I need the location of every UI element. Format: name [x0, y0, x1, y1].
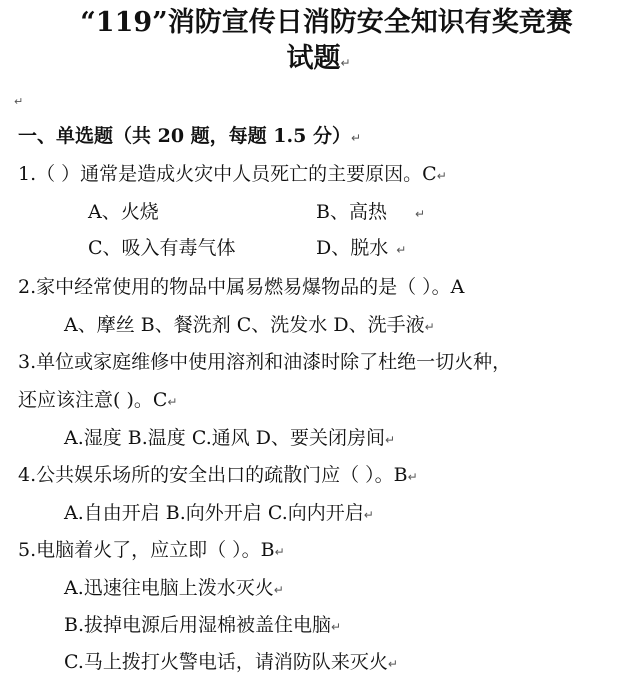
question-text: 1.（ ）通常是造成火灾中人员死亡的主要原因。C	[18, 163, 437, 185]
question-1-option-c: C、吸入有毒气体	[88, 237, 236, 259]
return-mark: ↵	[14, 95, 24, 108]
return-mark: ↵	[350, 131, 362, 145]
title-text-1: “119”消防宣传日消防安全知识有奖竞赛	[80, 7, 573, 38]
question-1-option-d	[316, 235, 406, 263]
return-mark: ↵	[273, 583, 284, 597]
return-mark: ↵	[363, 508, 374, 522]
question-3-stem-line2	[18, 387, 177, 415]
options-text: A.湿度 B.温度 C.通风 D、要关闭房间	[64, 427, 386, 449]
section-heading	[18, 123, 361, 151]
question-text: 4.公共娱乐场所的安全出口的疏散门应（ ）。B	[18, 464, 408, 486]
section-heading-text: 一、单选题（共 20 题，每题 1.5 分）	[18, 125, 351, 147]
option-text: D、脱水	[316, 237, 389, 259]
question-1-option-b	[316, 199, 425, 227]
question-5-option-b	[64, 612, 341, 640]
question-text: 还应该注意( )。C	[18, 389, 168, 411]
options-text: A、摩丝 B、餐洗剂 C、洗发水 D、洗手液	[64, 314, 425, 336]
document-title-line1	[8, 8, 637, 38]
return-mark: ↵	[424, 320, 435, 334]
document-title-line2	[0, 44, 637, 78]
return-mark: ↵	[340, 56, 351, 70]
return-mark: ↵	[274, 545, 285, 559]
question-text: 2.家中经常使用的物品中属易燃易爆物品的是（ ）。A	[18, 276, 465, 298]
question-5-option-a	[64, 575, 284, 603]
option-text: B.拔掉电源后用湿棉被盖住电脑	[64, 614, 332, 636]
return-mark: ↵	[396, 243, 407, 257]
question-3-stem-line1: 3.单位或家庭维修中使用溶剂和油漆时除了杜绝一切火种，	[18, 351, 512, 373]
question-text: 5.电脑着火了，应立即（ ）。B	[18, 539, 275, 561]
question-1-stem	[18, 161, 447, 189]
option-text: C.马上拨打火警电话，请消防队来灭火	[64, 651, 388, 673]
question-2-stem	[18, 274, 464, 300]
question-4-stem	[18, 462, 418, 490]
return-mark: ↵	[407, 470, 418, 484]
return-mark: ↵	[414, 207, 426, 221]
question-1-option-a: A、火烧	[88, 201, 159, 223]
question-4-options	[64, 500, 374, 528]
return-mark: ↵	[385, 433, 396, 447]
return-mark: ↵	[387, 657, 398, 671]
question-5-stem	[18, 537, 285, 565]
question-3-options	[64, 425, 395, 453]
return-mark: ↵	[331, 620, 342, 634]
question-5-option-c	[64, 649, 398, 677]
option-text: B、高热	[316, 201, 387, 223]
options-text: A.自由开启 B.向外开启 C.向内开启	[64, 502, 364, 524]
title-text-2: 试题	[286, 43, 341, 74]
option-text: A.迅速往电脑上泼水灭火	[64, 577, 274, 599]
return-mark: ↵	[436, 169, 447, 183]
return-mark: ↵	[167, 395, 178, 409]
question-2-options	[64, 312, 435, 340]
